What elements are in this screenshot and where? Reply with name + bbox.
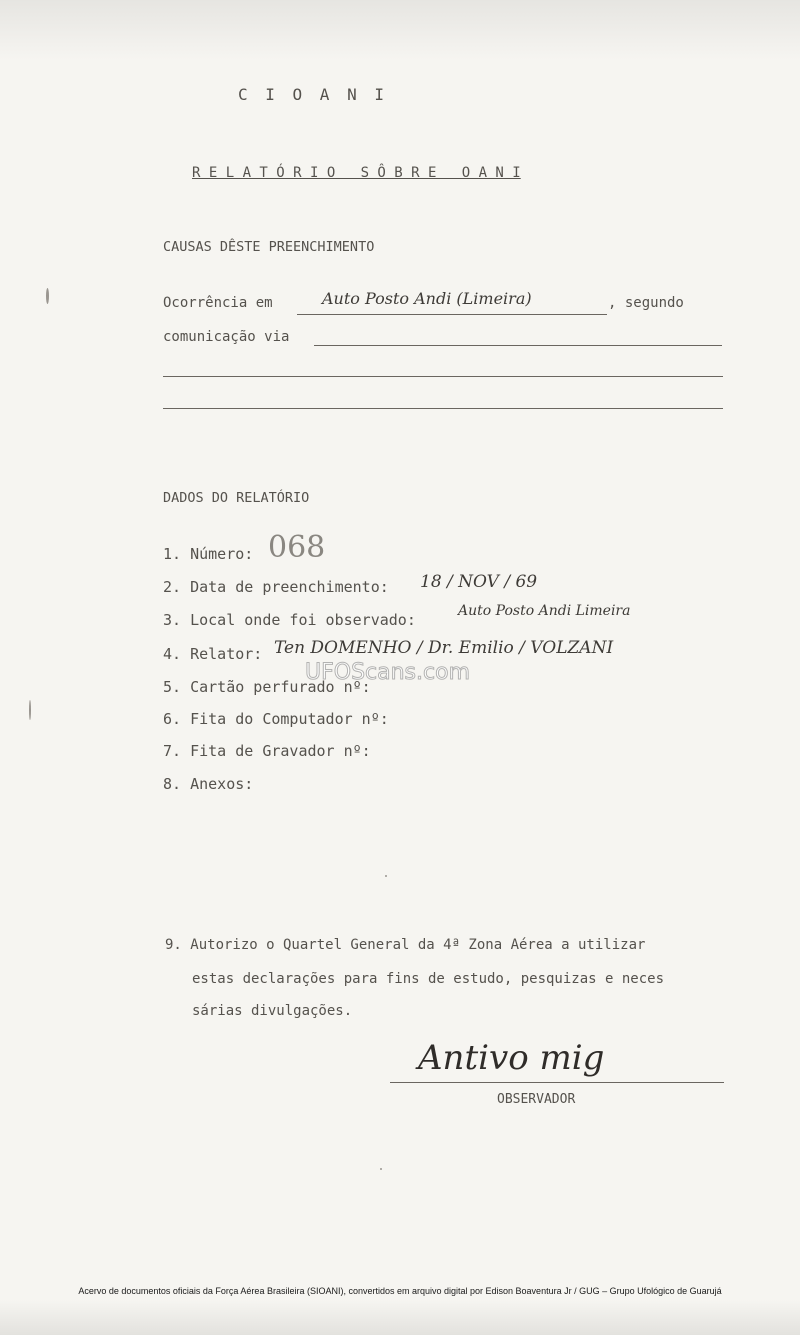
- item-label-2: 2. Data de preenchimento:: [163, 578, 389, 596]
- item-label-4: 4. Relator:: [163, 645, 263, 663]
- archive-footer: Acervo de documentos oficiais da Força Aérea Brasileira (SIOANI), convertidos em arquivo digital por Edison Boaventura Jr / GUG – Grupo Ufológico de Guarujá: [78, 1286, 722, 1296]
- item-value-location: Auto Posto Andi Limeira: [458, 603, 631, 619]
- communication-line: [314, 345, 722, 346]
- scan-speck: [46, 288, 49, 304]
- scan-shading-bottom: [0, 1300, 800, 1335]
- item-value-date: 18 / NOV / 69: [420, 572, 538, 592]
- org-heading: C I O A N I: [238, 85, 384, 104]
- scan-shading-top: [0, 0, 800, 60]
- causes-heading: CAUSAS DÊSTE PREENCHIMENTO: [163, 239, 375, 255]
- item-label-5: 5. Cartão perfurado nº:: [163, 678, 371, 696]
- item-label-6: 6. Fita do Computador nº:: [163, 710, 389, 728]
- authorization-line-2: estas declarações para fins de estudo, pesquizas e neces: [192, 971, 665, 987]
- authorization-line-3: sárias divulgações.: [192, 1003, 353, 1019]
- report-title: R E L A T Ó R I O S Ô B R E O A N I: [192, 165, 521, 181]
- blank-line-1: [163, 376, 723, 377]
- item-label-3: 3. Local onde foi observado:: [163, 611, 416, 629]
- occurrence-handwritten: Auto Posto Andi (Limeira): [322, 289, 532, 308]
- according-label: , segundo: [608, 295, 684, 311]
- report-heading: DADOS DO RELATÓRIO: [163, 490, 310, 506]
- occurrence-line: [297, 314, 607, 315]
- communication-label: comunicação via: [163, 329, 290, 345]
- signature-line: [390, 1082, 724, 1083]
- watermark: UFOScans.com: [305, 660, 470, 685]
- item-label-1: 1. Número:: [163, 545, 254, 563]
- item-value-reporter: Ten DOMENHO / Dr. Emilio / VOLZANI: [274, 638, 614, 658]
- authorization-line-1: 9. Autorizo o Quartel General da 4ª Zona Aérea a utilizar: [165, 937, 646, 953]
- blank-line-2: [163, 408, 723, 409]
- scan-speck: [385, 875, 387, 877]
- scan-speck: [380, 1168, 382, 1170]
- occurrence-label: Ocorrência em: [163, 295, 273, 311]
- item-label-8: 8. Anexos:: [163, 775, 254, 793]
- item-label-7: 7. Fita de Gravador nº:: [163, 742, 371, 760]
- item-value-number: 068: [268, 530, 326, 565]
- scan-speck: [29, 700, 31, 720]
- signature-scrawl: Antivo mig: [418, 1038, 605, 1078]
- signature-caption: OBSERVADOR: [497, 1092, 576, 1107]
